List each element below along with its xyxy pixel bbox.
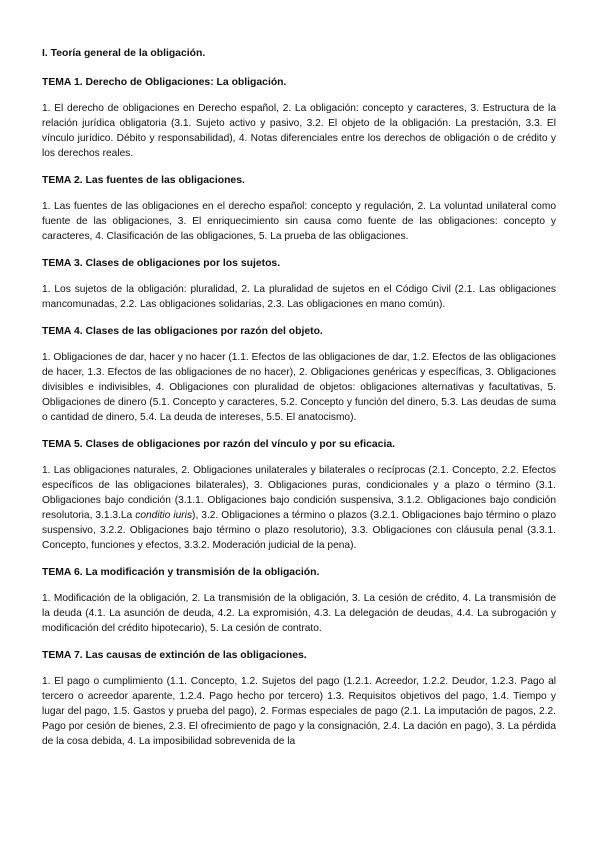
topic-body: 1. El pago o cumplimiento (1.1. Concepto, 1.2. Sujetos del pago (1.2.1. Acreedor, 1.2.2. Deudor, 1.2.3. Pago al tercero o acreedor aparente, 1.2.4. Pago hecho por tercero) 1.3. Requisitos objetivos del pago, 1.4. Tiempo y lugar del pago, 1.5. Gastos y prueba del pago), 2. Formas especiales de pago (2.1. La imputación de pagos, 2.2. Pago por cesión de bienes, 2.3. El ofrecimiento de pago y la consignación, 2.4. La dación en pago), 3. La pérdida de la cosa debida, 4. La imposibilidad sobrevenida de la xyxy=(42,676,556,747)
topic-7 xyxy=(42,648,556,749)
topic-6 xyxy=(42,565,556,636)
topic-body: 1. Obligaciones de dar, hacer y no hacer (1.1. Efectos de las obligaciones de dar, 1.2. Efectos de las obligaciones de hacer, 1.3. Efectos de las obligaciones de no hacer), 2. Obligaciones genéricas y específicas, 3. Obligaciones divisibles e indivisibles, 4. Obligaciones con pluralidad de objetos: obligaciones alternativas y facultativas, 5. Obligaciones de dinero (5.1. Concepto y caracteres, 5.2. Concepto y función del dinero, 5.3. Las deudas de suma o cantidad de dinero, 5.4. La deuda de intereses, 5.5. El anatocismo). xyxy=(42,352,556,423)
topic-heading: TEMA 5. Clases de obligaciones por razón del vínculo y por su eficacia. xyxy=(42,439,395,450)
topic-body: 1. Modificación de la obligación, 2. La transmisión de la obligación, 3. La cesión de crédito, 4. La transmisión de la deuda (4.1. La asunción de deuda, 4.2. La expromisión, 4.3. La delegación de deudas, 4.4. La subrogación y modificación del crédito hipotecario), 5. La cesión de contrato. xyxy=(42,593,556,634)
topic-heading: TEMA 3. Clases de obligaciones por los sujetos. xyxy=(42,258,281,269)
topic-body: 1. El derecho de obligaciones en Derecho español, 2. La obligación: concepto y caracteres, 3. Estructura de la relación jurídica obligatoria (3.1. Sujeto activo y pasivo, 3.2. El objeto de la obligación. La prestación, 3.3. El vínculo jurídico. Débito y responsabilidad), 4. Notas diferenciales entre los derechos de obligación o de crédito y los derechos reales. xyxy=(42,103,556,159)
topic-4 xyxy=(42,324,556,425)
part-title: I. Teoría general de la obligación. xyxy=(42,48,206,59)
body-text: ), 3.2. Obligaciones a término o plazos (3.2.1. Obligaciones bajo término o plazo suspensivo, 3.2.2. Obligaciones bajo término o plazo resolutorio), 3.3. Obligaciones con cláusula penal (3.3.1. Concepto, funciones y efectos, 3.3.2. Moderación judicial de la pena). xyxy=(42,510,557,551)
topic-body: 1. Los sujetos de la obligación: pluralidad, 2. La pluralidad de sujetos en el Código Civil (2.1. Las obligaciones mancomunadas, 2.2. Las obligaciones solidarias, 2.3. Las obligaciones en mano común). xyxy=(42,284,556,310)
italic-term: conditio iuris xyxy=(135,510,193,521)
topic-body: 1. Las fuentes de las obligaciones en el derecho español: concepto y regulación, 2. La voluntad unilateral como fuente de las obligaciones, 3. El enriquecimiento sin causa como fuente de las obligaciones: concepto y caracteres, 4. Clasificación de las obligaciones, 5. La prueba de las obligaciones. xyxy=(42,201,556,242)
topic-heading: TEMA 4. Clases de las obligaciones por razón del objeto. xyxy=(42,326,323,337)
topic-heading: TEMA 7. Las causas de extinción de las obligaciones. xyxy=(42,650,307,661)
topic-2 xyxy=(42,173,556,244)
topic-3 xyxy=(42,256,556,312)
document-page xyxy=(42,46,556,761)
topic-heading: TEMA 1. Derecho de Obligaciones: La obligación. xyxy=(42,77,287,88)
topic-1 xyxy=(42,75,556,161)
topic-body xyxy=(42,463,556,553)
topic-5 xyxy=(42,437,556,553)
body-text: 1. Las obligaciones naturales, 2. Obligaciones unilaterales y bilaterales o recíprocas (2.1. Concepto, 2.2. Efectos específicos de las obligaciones bilaterales), 3. Obligaciones puras, condicionales y a plazo o término (3.1. Obligaciones bajo condición (3.1.1. Obligaciones bajo condición suspensiva, 3.1.2. Obligaciones bajo condición resolutoria, 3.1.3.La xyxy=(42,465,556,521)
topic-heading: TEMA 6. La modificación y transmisión de la obligación. xyxy=(42,567,320,578)
topic-heading: TEMA 2. Las fuentes de las obligaciones. xyxy=(42,175,245,186)
